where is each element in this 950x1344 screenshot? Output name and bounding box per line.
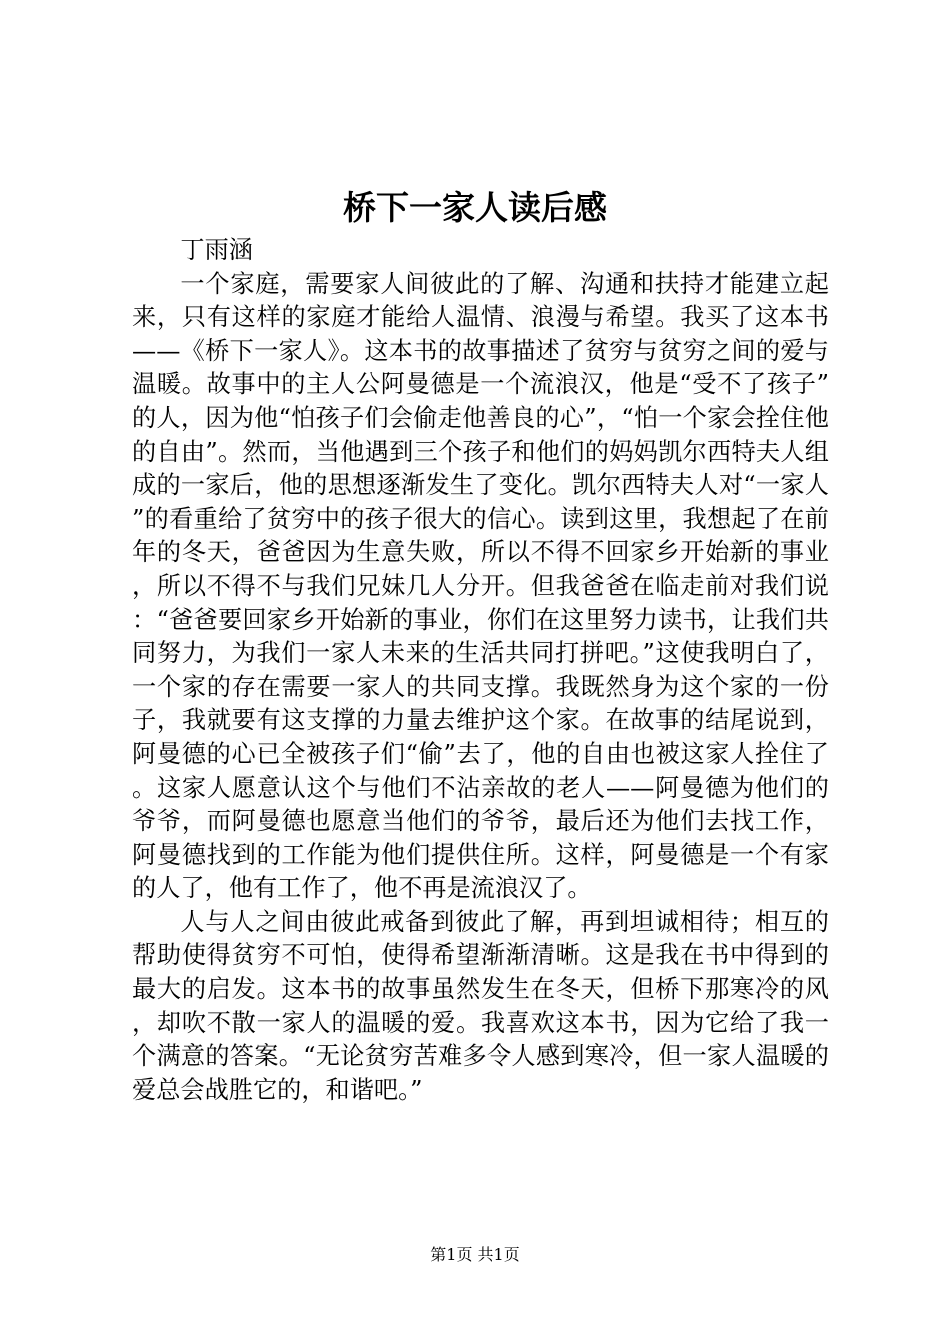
author-line: 丁雨涵 bbox=[180, 236, 253, 264]
document-body bbox=[132, 234, 829, 1107]
document-title: 桥下一家人读后感 bbox=[343, 188, 607, 227]
body-paragraph-2: 人与人之间由彼此戒备到彼此了解，再到坦诚相待；相互的帮助使得贫穷不可怕，使得希望渐渐清晰。这是我在书中得到的最大的启发。这本书的故事虽然发生在冬天，但桥下那寒冷的风，却吹不散一家人的温暖的爱。我喜欢这本书，因为它给了我一个满意的答案。“无论贫穷苦难多令人感到寒冷，但一家人温暖的爱总会战胜它的，和谐吧。” bbox=[132, 907, 829, 1104]
page-number-footer: 第1页 共1页 bbox=[430, 1245, 520, 1264]
body-paragraph-1: 一个家庭，需要家人间彼此的了解、沟通和扶持才能建立起来，只有这样的家庭才能给人温情、浪漫与希望。我买了这本书——《桥下一家人》。这本书的故事描述了贫穷与贫穷之间的爱与温暖。故事中的主人公阿曼德是一个流浪汉，他是“受不了孩子”的人，因为他“怕孩子们会偷走他善良的心”，“怕一个家会拴住他的自由”。然而，当他遇到三个孩子和他们的妈妈凯尔西特夫人组成的一家后，他的思想逐渐发生了变化。凯尔西特夫人对“一家人”的看重给了贫穷中的孩子很大的信心。读到这里，我想起了在前年的冬天，爸爸因为生意失败，所以不得不回家乡开始新的事业，所以不得不与我们兄妹几人分开。但我爸爸在临走前对我们说：“爸爸要回家乡开始新的事业，你们在这里努力读书，让我们共同努力，为我们一家人未来的生活共同打拼吧。”这使我明白了，一个家的存在需要一家人的共同支撑。我既然身为这个家的一份子，我就要有这支撑的力量去维护这个家。在故事的结尾说到，阿曼德的心已全被孩子们“偷”去了，他的自由也被这家人拴住了。这家人愿意认这个与他们不沾亲故的老人——阿曼德为他们的爷爷，而阿曼德也愿意当他们的爷爷，最后还为他们去找工作，阿曼德找到的工作能为他们提供住所。这样，阿曼德是一个有家的人了，他有工作了，他不再是流浪汉了。 bbox=[132, 269, 829, 903]
